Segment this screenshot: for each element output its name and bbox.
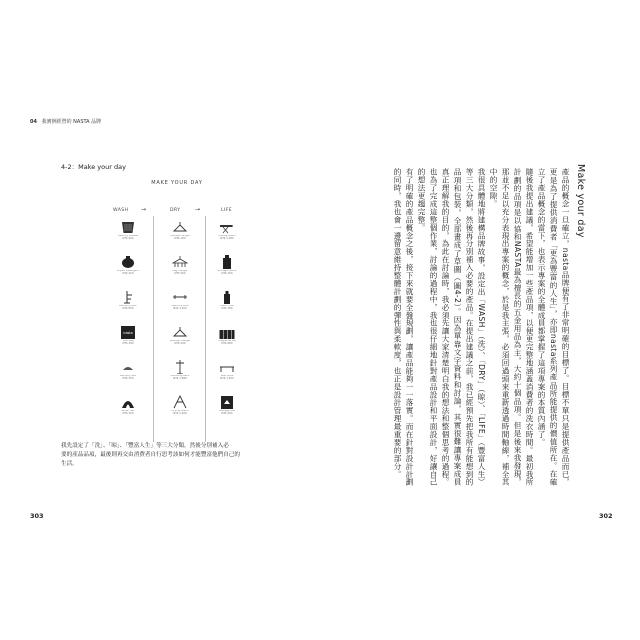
fragrance-set-icon — [219, 325, 235, 339]
right-page — [325, 110, 617, 528]
wash-item: Laundry Net NT$ 250 — [108, 360, 148, 382]
column-life: LIFE — [221, 208, 233, 213]
wash-item: Laundry Basket NT$ 990 — [108, 220, 148, 242]
wash-item: Brush Set NT$ 320 — [108, 395, 148, 417]
wash-item: Liquid Detergent NT$ 420 — [108, 255, 148, 277]
mist-bottle-icon — [219, 290, 235, 304]
peg-hanger-icon — [172, 255, 188, 269]
life-item: Storage Box NT$ 460 — [207, 395, 247, 417]
life-item: Fragrance Set NT$ 680 — [207, 325, 247, 347]
life-item: Storage Bottle NT$ 290 — [207, 255, 247, 277]
svg-text:nasta: nasta — [123, 331, 133, 335]
caption-line: 生活。 — [61, 461, 78, 467]
wall-shelf-icon — [219, 360, 235, 374]
wash-item: nasta Tote Bag NT$ 390 — [108, 325, 148, 347]
body-text-block — [361, 168, 571, 486]
chapter-number: 04 — [30, 119, 37, 125]
laundry-pole-icon — [172, 290, 188, 304]
figure-caption — [61, 442, 271, 469]
wash-item: Laundry Rack NT$ 850 — [108, 290, 148, 312]
wooden-hanger-icon — [172, 325, 188, 339]
book-spread — [25, 110, 617, 528]
dry-item: Wooden Hanger NT$ 240 — [160, 325, 200, 347]
standing-rack-icon — [172, 360, 188, 374]
page-number-left: 303 — [30, 512, 44, 520]
caption-line: 要的產品品項，最後則再交由消費者自行思考該如何才能豐富他們自己的 — [61, 452, 241, 458]
life-item: Fabric Mist NT$ 380 — [207, 290, 247, 312]
diagram-title: MAKE YOUR DAY — [151, 180, 203, 186]
storage-bottle-icon — [219, 255, 235, 269]
running-head — [30, 118, 101, 125]
ironing-board-icon — [219, 220, 235, 234]
column-divider — [205, 216, 206, 442]
page-number-right: 302 — [599, 512, 613, 520]
column-wash: WASH — [113, 208, 129, 213]
life-item: Ironing Board NT$ 1,480 — [207, 220, 247, 242]
laundry-basket-icon — [120, 220, 136, 234]
left-page — [25, 110, 321, 528]
column-divider — [153, 216, 154, 442]
life-item: Wall Shelf NT$ 1,250 — [207, 360, 247, 382]
caption-line: 我先設定了「洗」、「晾」、「豐富人生」等三大分類，然後分別補入必 — [61, 443, 229, 449]
dry-item: Peg Hanger NT$ 560 — [160, 255, 200, 277]
body-paragraph: 有了明確的產品概念之後，接下來就要全盤規劃，讓產品能夠一一落實。而在針對設計計劃的同時，我也會一邊留意維持整體計劃的彈性與柔軟度，也正是設計管理最重要的部分。 — [393, 168, 414, 486]
body-paragraph: 產品的概念一旦確立，nasta品牌便有了非常明確的目標了。目標不單只是提供產品而已，更是為了提供消費者「更為豐富的人生」，亦即nasta系列產品所能提供的價值所在。在確立了產品概念的當下，也表示專案的全體成員都掌握了這項專案的本質內涵了。 — [537, 168, 570, 486]
arrow-right-icon: → — [141, 206, 147, 213]
body-paragraph: 隨後我提出建議，希望能增加一些產品項，以便更完整地涵蓋消費者的洗衣時間。最初我所計劃的品項是以協和NASTA最為擅長的五金用品為主，大約十個品項。但是後來我發現，那並不足以充分表現出專案的概念，於是我主張，必須回過頭來重新透過時間軸線，補全其中的空隙。 — [489, 168, 534, 486]
dry-item: Drying Stand NT$ 2,400 — [160, 395, 200, 417]
dry-item: Standing Rack NT$ 1,680 — [160, 360, 200, 382]
detergent-bottle-icon — [120, 255, 136, 269]
section-title: 4-2：Make your day — [61, 163, 126, 171]
drying-stand-icon — [172, 395, 188, 409]
make-your-day-diagram — [107, 180, 247, 444]
column-dry: DRY — [170, 208, 181, 213]
tote-bag-icon — [120, 325, 136, 339]
storage-box-icon — [219, 395, 235, 409]
body-paragraph: 我很具體地將建構品牌故事，設定出「WASH」（洗）、「DRY」（晾）、「LIFE」（豐富人生）等三大分類，然後再分別補入必要的產品。在提出建議之前，我已經預先把我所有能想到的品項和包裝，全部畫成了草圖（圖4-2）。因為單靠文字資料和討論，其實很難讓專案成員真正理解我的目的，為此在討論時，我必須先讓大家清楚明白我的想法和整個思考的過程。也為了完成這整個作業，討論的過程中，我也很仔細地針對產品設計和平面設計，好讓自己的想法更趨完整。 — [417, 168, 486, 486]
hanger-icon — [172, 220, 188, 234]
laundry-net-icon — [120, 360, 136, 374]
arrow-right-icon: → — [195, 206, 201, 213]
chapter-heading: Make your day — [575, 164, 586, 238]
dry-item: Laundry Pole NT$ 1,200 — [160, 290, 200, 312]
brush-icon — [120, 395, 136, 409]
dry-item: Clothes Hanger NT$ 180 — [160, 220, 200, 242]
chapter-title: 我實例經營的 NASTA 品牌 — [41, 119, 102, 125]
laundry-rack-icon — [120, 290, 136, 304]
